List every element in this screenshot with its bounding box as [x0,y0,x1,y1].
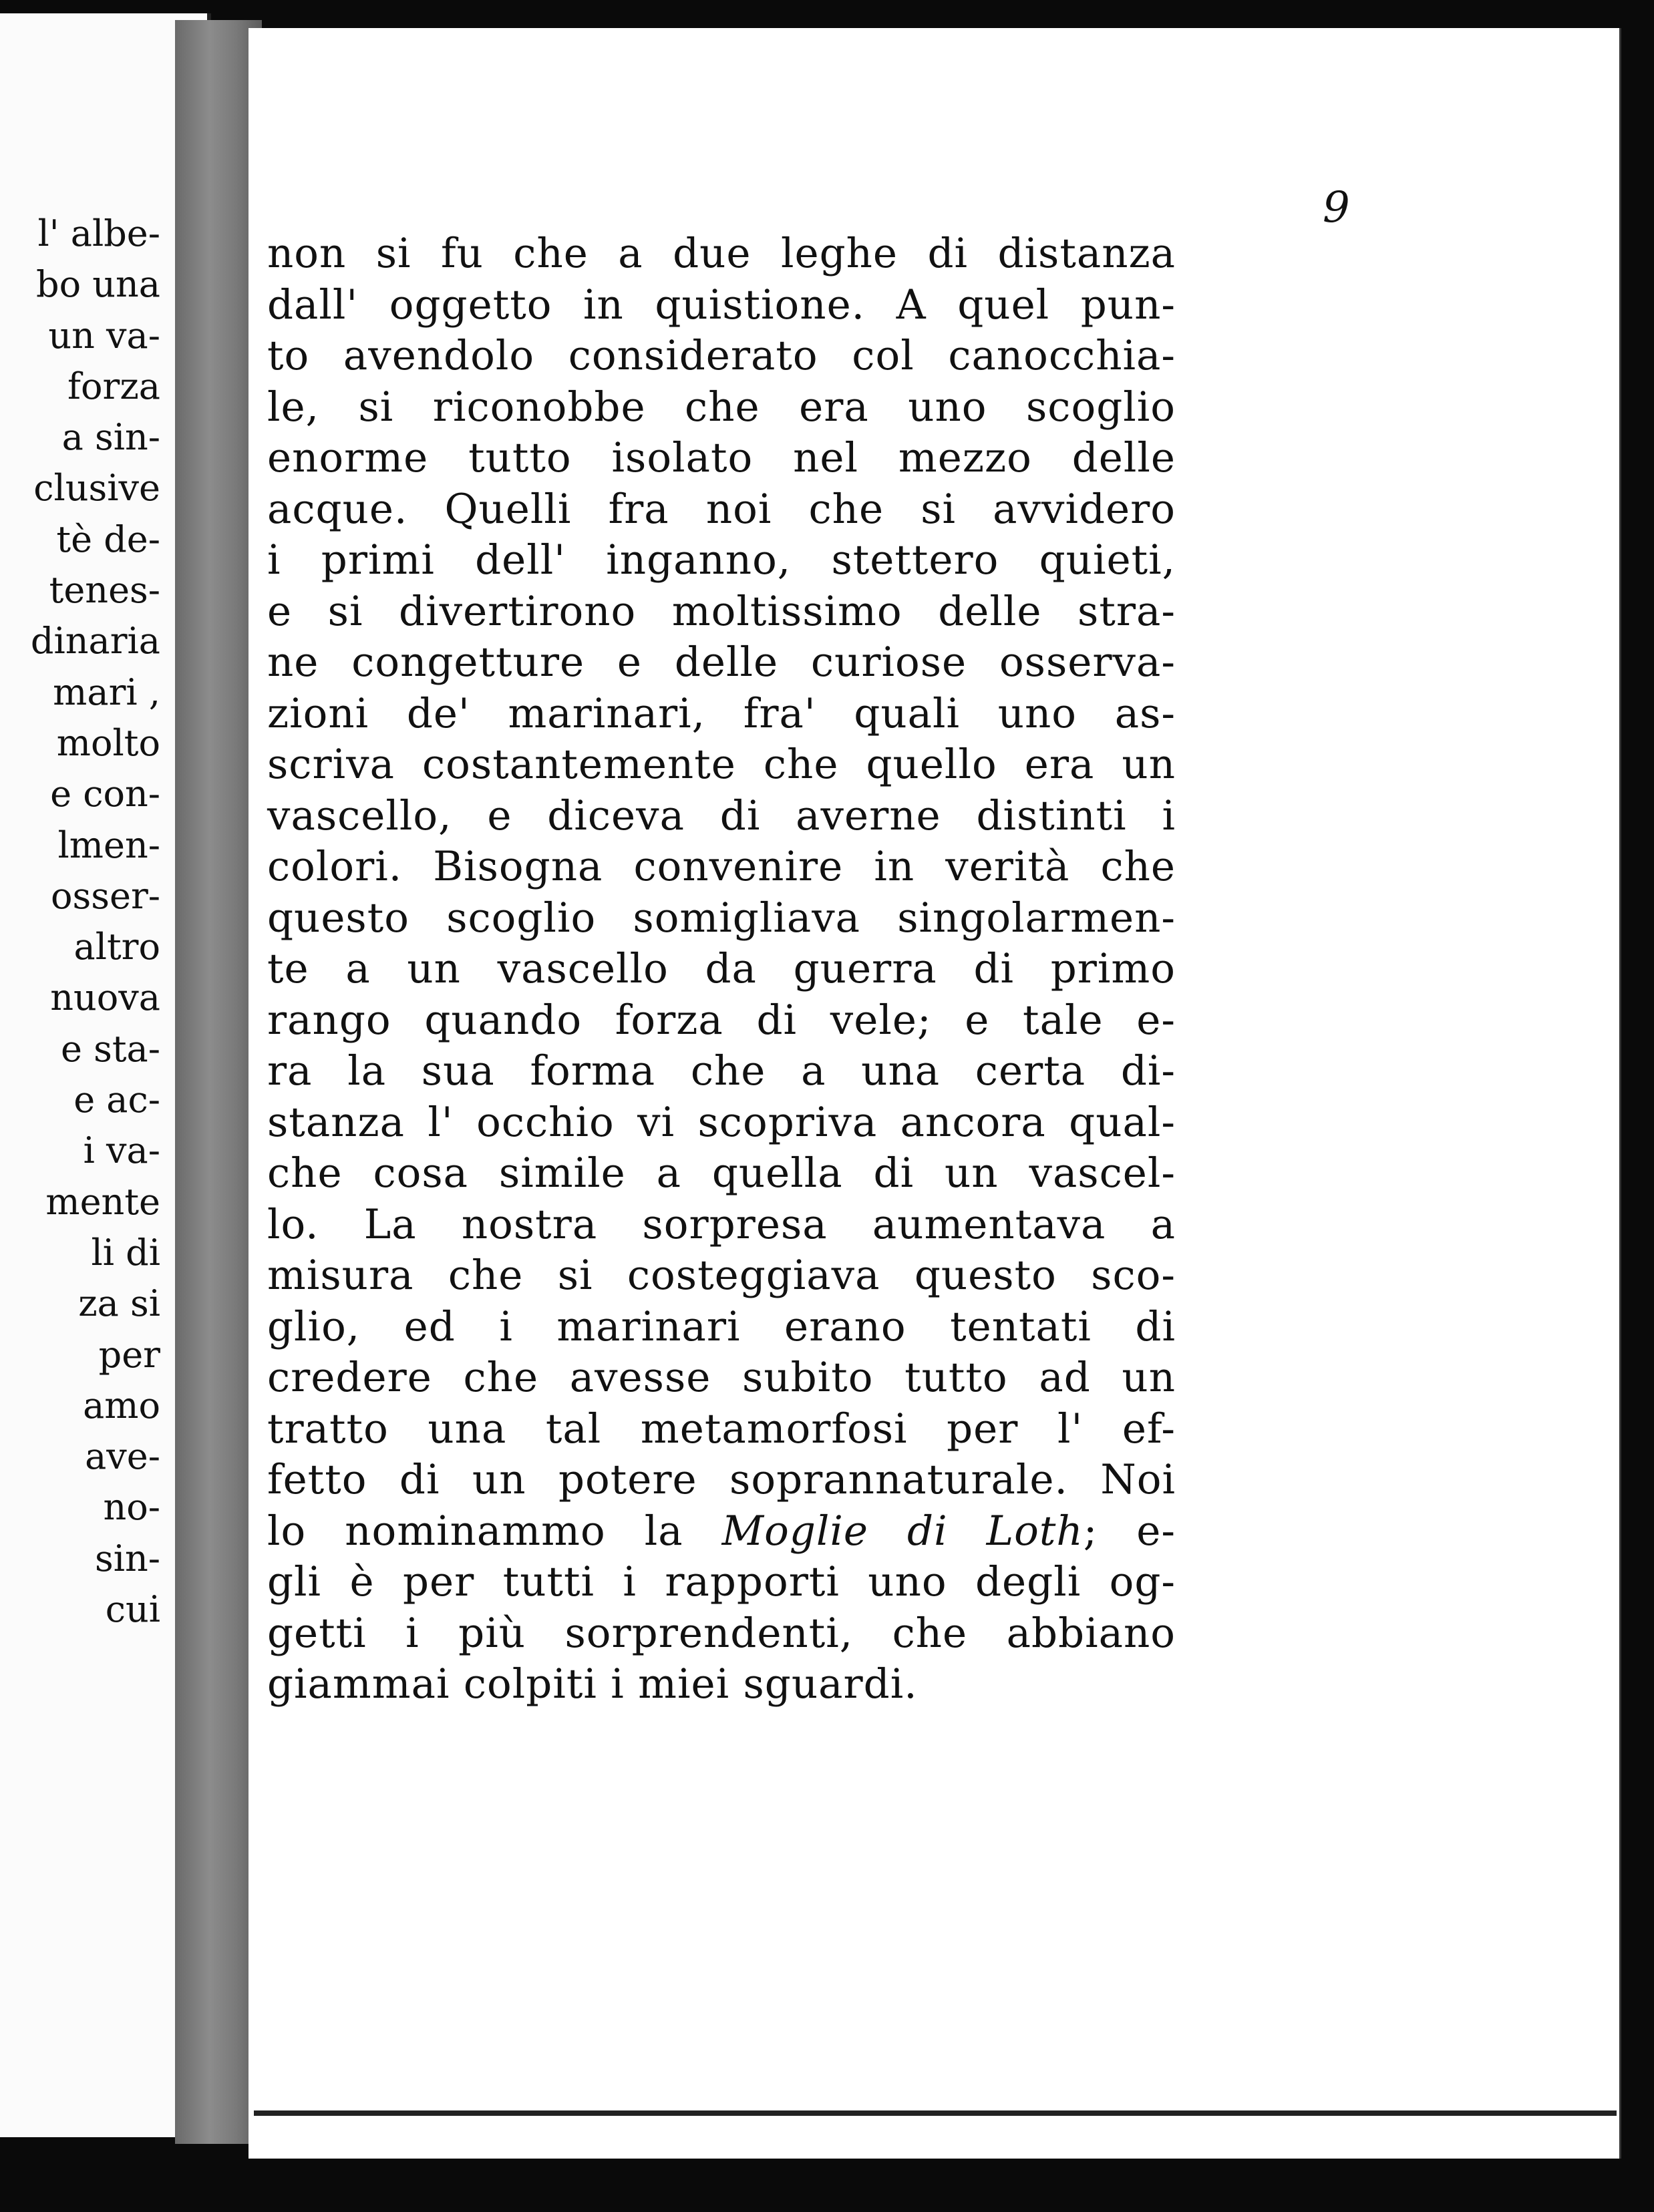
text-line: te a un vascello da guerra di primo [267,945,1176,992]
left-text-line: osser- [51,874,160,917]
text-line: questo scoglio somigliava singolarmen- [267,894,1176,942]
right-page [249,28,1621,2159]
text-line: vascello, e diceva di averne distinti i [267,791,1176,840]
text-line: dall' oggetto in quistione. A quel pun- [267,281,1176,329]
left-text-line: tenes- [49,569,160,612]
left-text-line: ave- [85,1435,160,1478]
text-line: enorme tutto isolato nel mezzo delle [267,434,1176,482]
text-line: zioni de' marinari, fra' quali uno as- [267,689,1176,737]
text-line: che cosa simile a quella di un vascel- [267,1149,1176,1197]
body-text [267,228,1176,1710]
text-line: glio, ed i marinari erano tentati di [267,1302,1176,1350]
text-line: giammai colpiti i miei sguardi. [267,1660,918,1708]
text-line: ra la sua forma che a una certa di- [267,1047,1176,1095]
text-line: scriva costantemente che quello era un [267,741,1176,788]
left-text-line: molto [56,721,160,764]
text-line: gli è per tutti i rapporti uno degli og- [267,1558,1176,1606]
text-line: lo. La nostra sorpresa aumentava a [267,1200,1176,1248]
left-text-line: l' albe- [37,212,160,254]
text-line: e si divertirono moltissimo delle stra- [267,587,1176,635]
left-text-line: un va- [48,314,160,357]
text-line: ne congetture e delle curiose osserva- [267,638,1176,686]
left-text-line: dinaria [30,620,160,663]
left-text-line: amo [83,1384,160,1427]
text-line [267,1506,1176,1557]
text-line: i primi dell' inganno, stettero quieti, [267,536,1176,584]
text-line: acque. Quelli fra noi che si avvidero [267,485,1176,533]
left-text-line: clusive [33,467,160,510]
left-text-line: bo una [36,263,160,306]
left-text-line: a sin- [61,416,160,459]
text-line: rango quando forza di vele; e tale e- [267,996,1176,1044]
text-line: getti i più sorprendenti, che abbiano [267,1609,1176,1657]
left-text-line: li di [91,1231,160,1274]
left-text-line: mari , [53,671,160,713]
text-segment: lo nominammo la [267,1507,722,1555]
text-line: fetto di un potere soprannaturale. Noi [267,1456,1176,1503]
italic-title: Moglie di Loth [721,1507,1084,1555]
left-text-line: sin- [94,1537,160,1580]
left-page-text [0,208,160,1635]
left-text-line: i va- [83,1129,160,1172]
text-line: colori. Bisogna convenire in verità che [267,843,1176,890]
left-text-line: forza [67,365,160,407]
page-bottom-edge [254,2110,1617,2116]
left-text-line: per [98,1333,160,1376]
left-text-line: e sta- [61,1027,160,1070]
left-text-line: altro [73,926,160,968]
left-text-line: lmen- [57,823,160,866]
left-text-line: e con- [50,773,160,815]
left-text-line: e ac- [73,1079,160,1121]
text-segment: ; e- [1083,1507,1176,1555]
left-text-line: tè de- [56,518,160,560]
text-line: to avendolo considerato col canocchia- [267,332,1176,379]
page-number: 9 [1323,183,1350,232]
text-line: stanza l' occhio vi scopriva ancora qual- [267,1098,1176,1146]
left-text-line: za si [78,1282,160,1325]
text-line: non si fu che a due leghe di distanza [267,230,1176,277]
left-text-line: nuova [50,976,160,1019]
left-text-line: no- [103,1486,160,1529]
text-line: credere che avesse subito tutto ad un [267,1354,1176,1401]
text-line: tratto una tal metamorfosi per l' ef- [267,1405,1176,1453]
left-text-line: cui [105,1588,160,1631]
text-line: le, si riconobbe che era uno scoglio [267,383,1176,431]
text-line: misura che si costeggiava questo sco- [267,1252,1176,1299]
left-text-line: mente [45,1180,160,1223]
